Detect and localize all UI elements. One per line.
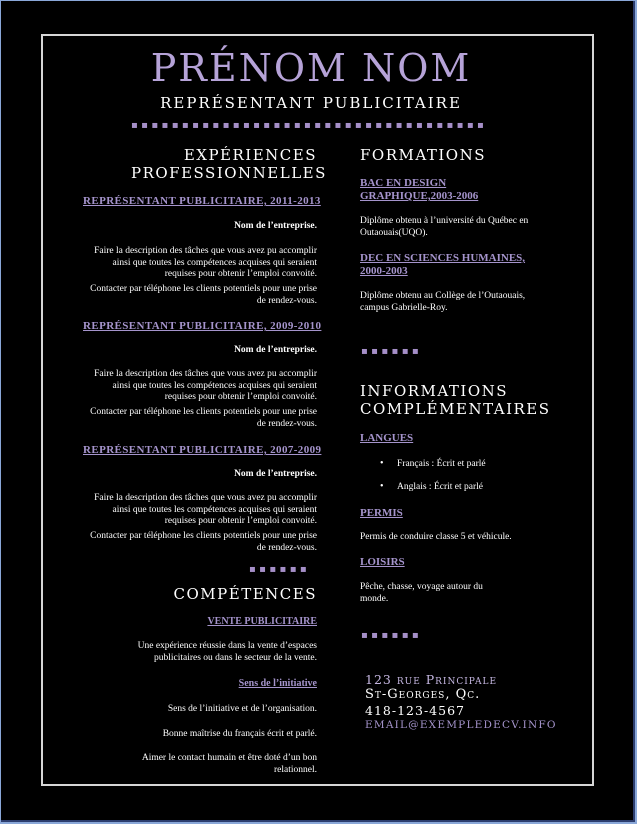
skills-text: Une expérience réussie dans la vente d’espaces publicitaires ou dans le secteur de la vente. (137, 641, 317, 663)
permis-label: PERMIS (360, 507, 403, 519)
info-heading (360, 382, 551, 418)
langues-label: LANGUES (360, 432, 414, 444)
contact-phone: 418-123-4567 (365, 703, 465, 718)
job-description: Faire la description des tâches que vous avez pu accomplir ainsi que toutes les compétences acquises qui seraient requises pour obtenir l’emploi convoité. (94, 246, 317, 279)
job-extra: Contacter par téléphone les clients potentiels pour une prise de rendez-vous. (90, 284, 317, 306)
job-title: REPRÉSENTANT PUBLICITAIRE, 2011-2013 (83, 195, 321, 207)
header-separator: ▪▪▪▪▪▪▪▪▪▪▪▪▪▪▪▪▪▪▪▪▪▪▪▪▪▪▪▪▪▪▪▪▪▪▪ (131, 120, 488, 131)
skills-subheading: VENTE PUBLICITAIRE (207, 616, 317, 627)
experience-heading (131, 146, 327, 182)
formation-text: Diplôme obtenu à l’université du Québec en Outaouais(UQO). (360, 216, 529, 238)
job-title: REPRÉSENTANT PUBLICITAIRE, 2007-2009 (83, 444, 322, 456)
resume-page (1, 1, 635, 822)
job-title: REPRÉSENTANT PUBLICITAIRE, 2009-2010 (83, 320, 322, 332)
formation-title (360, 252, 525, 278)
langue-item: • Français : Écrit et parlé (360, 459, 486, 482)
formation-title-line2: GRAPHIQUE,2003-2006 (360, 190, 479, 202)
experience-heading-line2: PROFESSIONNELLES (131, 164, 327, 182)
skills-heading: COMPÉTENCES (173, 585, 317, 603)
info-heading-line2: COMPLÉMENTAIRES (360, 400, 551, 418)
job-company: Nom de l’entreprise. (234, 221, 317, 231)
formations-heading: FORMATIONS (360, 146, 486, 164)
permis-text: Permis de conduire classe 5 et véhicule. (360, 532, 512, 542)
candidate-title: REPRÉSENTANT PUBLICITAIRE (160, 94, 462, 112)
formation-title (360, 177, 478, 203)
contact-city: St-Georges, Qc. (365, 687, 481, 702)
experience-heading-line1: EXPÉRIENCES (183, 146, 317, 164)
formations-separator: ▪▪▪▪▪▪ (361, 346, 423, 357)
info-heading-line1: INFORMATIONS (360, 382, 509, 400)
skill-item: Bonne maîtrise du français écrit et parlé. (162, 729, 317, 739)
formation-title-line2: 2000-2003 (360, 265, 408, 277)
candidate-name: PRÉNOM NOM (150, 46, 472, 90)
experience-separator: ▪▪▪▪▪▪ (249, 564, 311, 575)
formation-title-line1: DEC EN SCIENCES HUMAINES, (360, 252, 526, 264)
skills-subheading: Sens de l’initiative (238, 678, 317, 689)
contact-address: 123 rue Principale (365, 672, 498, 687)
job-description: Faire la description des tâches que vous avez pu accomplir ainsi que toutes les compétences acquises qui seraient requises pour obtenir l’emploi convoité. (94, 369, 317, 402)
formation-title-line1: BAC EN DESIGN (360, 177, 447, 189)
job-description: Faire la description des tâches que vous avez pu accomplir ainsi que toutes les compétences acquises qui seraient requises pour obtenir l’emploi convoité. (94, 493, 317, 526)
job-extra: Contacter par téléphone les clients potentiels pour une prise de rendez-vous. (90, 531, 317, 553)
langues-list (360, 459, 486, 505)
formation-text: Diplôme obtenu au Collège de l’Outaouais, campus Gabrielle-Roy. (360, 291, 526, 313)
skill-item: Aimer le contact humain et être doté d’un bon relationnel. (141, 753, 317, 775)
info-separator: ▪▪▪▪▪▪ (361, 630, 423, 641)
loisirs-text: Pêche, chasse, voyage autour du monde. (360, 582, 483, 604)
loisirs-label: LOISIRS (360, 556, 405, 568)
job-extra: Contacter par téléphone les clients potentiels pour une prise de rendez-vous. (90, 407, 317, 429)
contact-email[interactable]: EMAIL@EXEMPLEDECV.INFO (365, 719, 557, 731)
job-company: Nom de l’entreprise. (234, 345, 317, 355)
langue-item: • Anglais : Écrit et parlé (360, 482, 486, 505)
skill-item: Sens de l’initiative et de l’organisation. (167, 704, 317, 714)
job-company: Nom de l’entreprise. (234, 469, 317, 479)
